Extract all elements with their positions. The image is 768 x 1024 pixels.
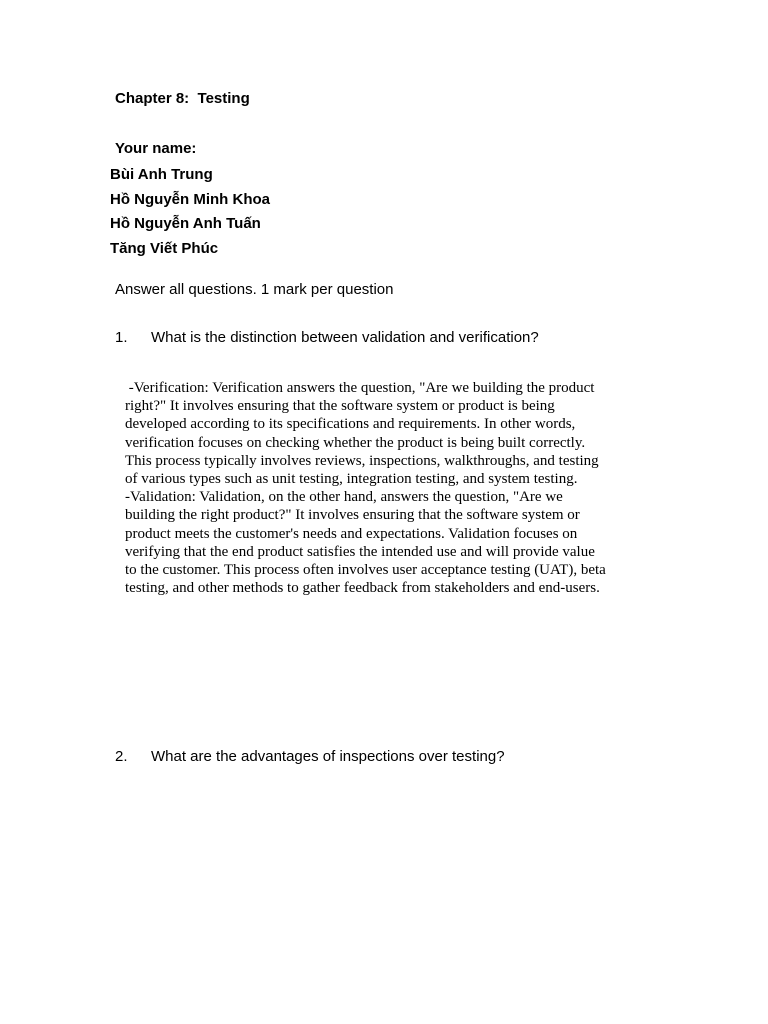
student-name: Hồ Nguyễn Minh Khoa [110, 190, 270, 208]
name-label: Your name: [115, 140, 197, 157]
answer-line: product meets the customer's needs and expectations. Validation focuses on [125, 525, 578, 542]
answer-line: -Verification: Verification answers the question, "Are we building the product [125, 380, 595, 396]
instructions-text: Answer all questions. 1 mark per question [115, 281, 394, 298]
question-number: 1. [115, 329, 128, 346]
answer-line: to the customer. This process often involves user acceptance testing (UAT), beta [125, 562, 606, 579]
answer-line: right?" It involves ensuring that the software system or product is being [125, 398, 555, 415]
student-name: Bùi Anh Trung [110, 166, 213, 183]
answer-line: -Validation: Validation, on the other hand, answers the question, "Are we [125, 489, 563, 506]
question-1 [115, 328, 635, 348]
student-name-list [110, 163, 270, 261]
answer-line: This process typically involves reviews, inspections, walkthroughs, and testing [125, 452, 599, 469]
student-name: Hồ Nguyễn Anh Tuấn [110, 215, 261, 232]
answer-line: developed according to its specifications and requirements. In other words, [125, 416, 576, 433]
question-2 [115, 747, 635, 767]
answer-line: verification focuses on checking whether the product is being built correctly. [125, 434, 586, 451]
question-number: 2. [115, 748, 128, 765]
answer-line: verifying that the end product satisfies the intended use and will provide value [125, 543, 595, 560]
answer-1 [125, 379, 645, 597]
question-text: What are the advantages of inspections over testing? [151, 748, 505, 765]
question-text: What is the distinction between validation and verification? [151, 329, 539, 346]
chapter-title: Chapter 8: Testing [115, 90, 250, 107]
answer-line: of various types such as unit testing, integration testing, and system testing. [125, 471, 578, 488]
answer-line: testing, and other methods to gather feedback from stakeholders and end-users. [125, 580, 600, 597]
student-name: Tăng Viết Phúc [110, 239, 219, 257]
answer-line: building the right product?" It involves ensuring that the software system or [125, 507, 580, 524]
